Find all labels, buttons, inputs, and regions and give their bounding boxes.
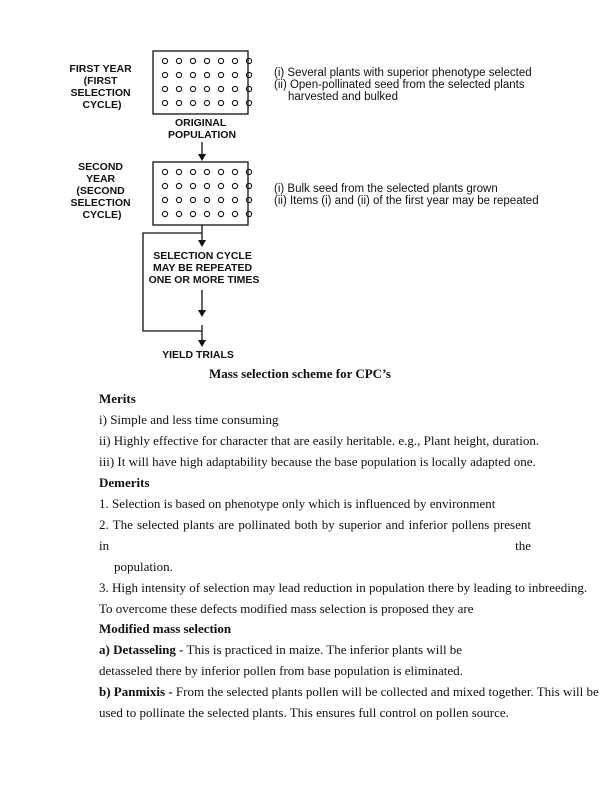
mass-selection-diagram [0,0,600,370]
plant-circle [218,72,223,77]
plant-circle [232,211,237,216]
plant-circle [190,72,195,77]
plant-circle [218,86,223,91]
repeat-label: SELECTION CYCLE MAY BE REPEATED ONE OR MORE TIMES [148,250,260,286]
merit-item-2: ii) Highly effective for character that are easily heritable. e.g., Plant height, duration. [99,433,540,448]
plant-circle [176,197,181,202]
plant-circle [218,197,223,202]
original-population-label: ORIGINAL POPULATION [167,117,237,141]
plant-circle [246,211,251,216]
plant-circle [162,183,167,188]
second-year-label: SECOND YEAR (SECOND SELECTION CYCLE) [70,161,131,221]
plant-circle [162,72,167,77]
plant-circle [246,86,251,91]
arrow-2-head [198,240,206,247]
panmixis-line-2: used to pollinate the selected plants. This ensures full control on pollen source. [99,705,509,720]
plant-circle [246,58,251,63]
arrow-3-head [198,310,206,317]
panmixis-text: From the selected plants pollen will be collected and mixed together. This will be [175,684,599,699]
arrow-4-head [198,340,206,347]
plant-circle [190,197,195,202]
plant-circle [246,197,251,202]
plant-circle [218,100,223,105]
plant-circle [232,100,237,105]
detasseling-text: This is practiced in maize. The inferior plants will be [186,642,463,657]
first-year-label: FIRST YEAR (FIRST SELECTION CYCLE) [69,63,132,111]
plant-circle [232,183,237,188]
plant-circle [218,211,223,216]
plant-circle [204,100,209,105]
arrow-1-head [198,154,206,161]
plant-circle [162,211,167,216]
merits-heading: Merits [99,391,136,406]
yield-trials-label: YIELD TRIALS [162,349,234,361]
second-year-notes: (i) Bulk seed from the selected plants grown (ii) Items (i) and (ii) of the first year may be repeated [274,183,539,207]
plant-circle [232,72,237,77]
plant-circle [176,169,181,174]
demerit-item-1: 1. Selection is based on phenotype only which is influenced by environment [99,496,496,511]
plant-circle [246,169,251,174]
detasseling-line-2: detasseled there by inferior pollen from base population is eliminated. [99,663,463,678]
plant-circle [190,58,195,63]
plant-circle [204,86,209,91]
second-year-plants [162,169,251,216]
first-year-plants [162,58,251,105]
plant-circle [204,211,209,216]
demerit-item-2-line-2: population. [114,559,173,574]
plant-circle [204,72,209,77]
plant-circle [190,86,195,91]
plant-circle [176,86,181,91]
plant-circle [218,58,223,63]
plant-circle [218,169,223,174]
plant-circle [232,86,237,91]
first-year-notes: (i) Several plants with superior phenotype selected (ii) Open-pollinated seed from the selected plants harvested and bulked [274,67,532,103]
plant-circle [176,100,181,105]
plant-circle [232,197,237,202]
figure-caption: Mass selection scheme for CPC’s [209,366,391,381]
panmixis-line-1 [99,681,599,702]
plant-circle [246,72,251,77]
modified-heading: Modified mass selection [99,621,232,636]
plant-circle [246,100,251,105]
demerit-item-2-line-1: 2. The selected plants are pollinated both by superior and inferior pollens present in the [99,517,531,553]
plant-circle [204,58,209,63]
plant-circle [162,86,167,91]
plant-circle [162,169,167,174]
demerit-item-3: 3. High intensity of selection may lead reduction in population there by leading to inbreeding. [99,580,588,595]
plant-circle [162,197,167,202]
plant-circle [232,58,237,63]
overcome-text: To overcome these defects modified mass selection is proposed they are [99,601,474,616]
merit-item-1: i) Simple and less time consuming [99,412,279,427]
merit-item-3: iii) It will have high adaptability because the base population is locally adapted one. [99,454,536,469]
detasseling-line-1 [99,639,531,660]
detasseling-term: a) Detasseling - [99,642,184,657]
panmixis-term: b) Panmixis - [99,684,173,699]
plant-circle [162,58,167,63]
plant-circle [176,58,181,63]
demerits-heading: Demerits [99,475,150,490]
plant-circle [190,183,195,188]
plant-circle [176,211,181,216]
plant-circle [190,100,195,105]
plant-circle [176,183,181,188]
plant-circle [176,72,181,77]
plant-circle [190,211,195,216]
plant-circle [190,169,195,174]
plant-circle [232,169,237,174]
plant-circle [246,183,251,188]
plant-circle [204,169,209,174]
plant-circle [204,197,209,202]
plant-circle [162,100,167,105]
plant-circle [218,183,223,188]
plant-circle [204,183,209,188]
